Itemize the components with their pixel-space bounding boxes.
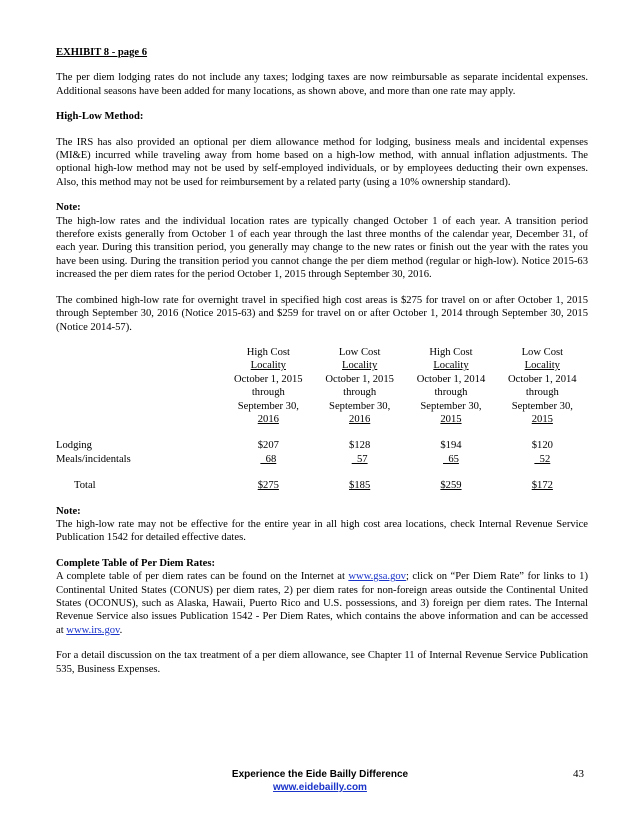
column-header: Low Cost Locality October 1, 2014 through September 30, 2015 xyxy=(508,346,577,425)
document-page xyxy=(56,46,588,688)
footer-tagline: Experience the Eide Bailly Difference xyxy=(231,769,409,780)
column-header: High Cost Locality October 1, 2014 through September 30, 2015 xyxy=(416,346,486,425)
rate-table xyxy=(56,346,588,493)
exhibit-heading: EXHIBIT 8 - page 6 xyxy=(56,47,148,58)
footer-website-link[interactable]: www.eidebailly.com xyxy=(273,782,367,793)
note-heading: Note: xyxy=(56,202,81,214)
gsa-link[interactable]: www.gsa.gov xyxy=(348,571,406,583)
column-header: Low Cost Locality October 1, 2015 through September 30, 2016 xyxy=(325,346,394,425)
column-header: High Cost Locality October 1, 2015 through September 30, 2016 xyxy=(234,346,303,425)
page-footer xyxy=(0,768,640,794)
complete-table-heading: Complete Table of Per Diem Rates: xyxy=(56,557,215,569)
combined-rate-paragraph: The combined high-low rate for overnight travel in specified high cost areas is $275 for travel on or after October 1, 2015 through September 30, 2016 (Notice 2015-63) and $259 for travel on or after October 1, 2014 through September 30, 2015 (Notice 2014-57). xyxy=(56,294,588,333)
table-row: Lodging $207 $128 $194 $120 xyxy=(56,440,553,452)
irs-link[interactable]: www.irs.gov xyxy=(66,624,120,636)
note-paragraph: The high-low rate may not be effective for the entire year in all high cost area locations, check Internal Revenue Service Publication 1542 for detailed effective dates. xyxy=(56,518,588,544)
page-number: 43 xyxy=(573,768,584,780)
intro-paragraph: The per diem lodging rates do not include any taxes; lodging taxes are now reimbursable as separate incidental expenses. Additional seasons have been added for many locations, as shown above, and more than one rate may apply. xyxy=(56,72,588,97)
high-low-heading: High-Low Method: xyxy=(56,111,144,123)
note-paragraph: The high-low rates and the individual location rates are typically changed October 1 of each year. A transition period therefore exists generally from October 1 of each year through the last three months of the calendar year, December 31, of each year. During this transition period, you generally may change to the new rates or finish out the year with the rates you have been using. During the transition period you cannot change the per diem method (regular or high-low). Notice 2015-63 increased the per diem rates for the period October 1, 2015 through September 30, 2016. xyxy=(56,215,588,281)
note-heading: Note: xyxy=(56,505,81,517)
high-low-paragraph: The IRS has also provided an optional per diem allowance method for lodging, business meals and incidental expenses (MI&E) incurred while traveling away from home based on a high-low method, with annual inflation adjustments. The optional high-low method may not be used by self-employed individuals, or by employees deducting their own expenses. Also, this method may not be used for reimbursement by a related party (using a 10% ownership standard). xyxy=(56,136,588,188)
table-header-row xyxy=(56,346,588,426)
closing-paragraph: For a detail discussion on the tax treatment of a per diem allowance, see Chapter 11 of Internal Revenue Service Publication 535, Business Expenses. xyxy=(56,650,588,675)
table-row: Meals/incidentals 68 57 65 52 xyxy=(56,453,551,465)
complete-table-paragraph: A complete table of per diem rates can be found on the Internet at www.gsa.gov; click on “Per Diem Rate” for links to 1) Continental United States (CONUS) per diem rates, 2) per diem rates for non-foreign areas outside the Continental United States (OCONUS), such as Alaska, Hawaii, Puerto Rico and U.S. possessions, and 3) foreign per diem rates. The Internal Revenue Service also issues Publication 1542 - Per Diem Rates, which contains the above information and can be accessed at www.irs.gov. xyxy=(56,571,588,636)
total-row: Total $275 $185 $259 $172 xyxy=(74,480,553,492)
